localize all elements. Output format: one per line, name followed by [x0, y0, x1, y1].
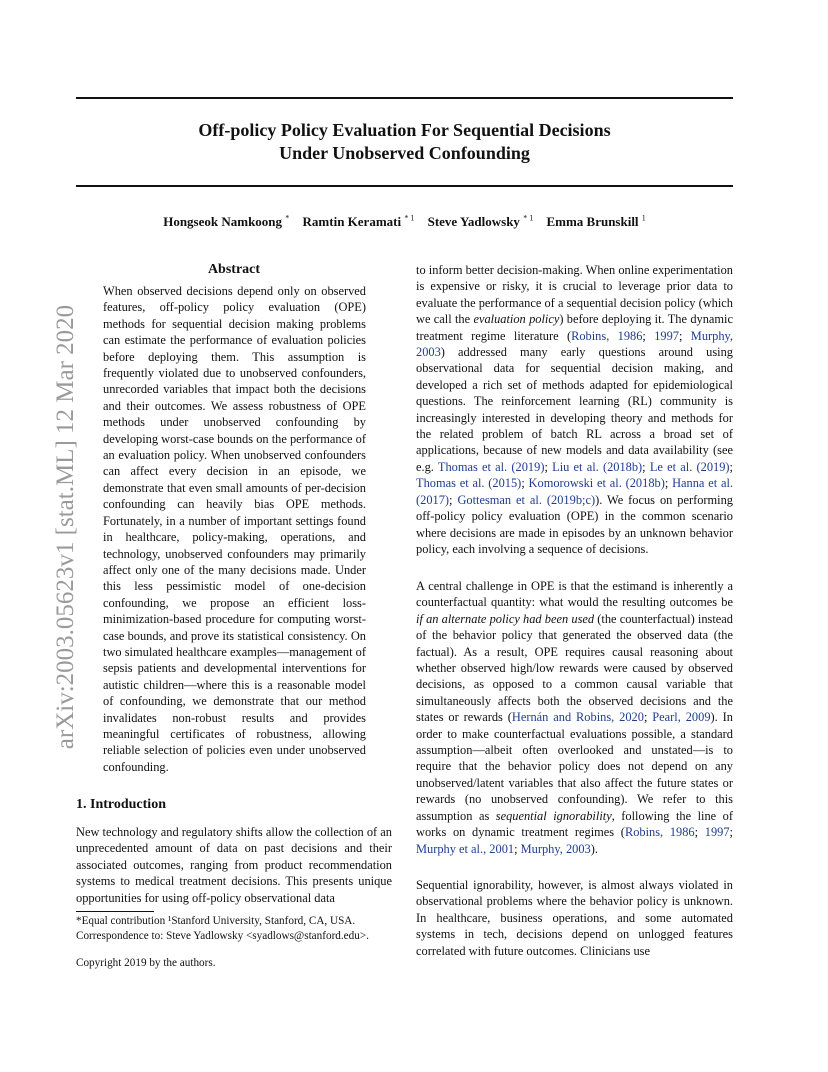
right-column-paragraph-1: to inform better decision-making. When online experimentation is expensive or risky, it is crucial to leverage prior data to evaluate the performance of a sequential decision policy (which we call the evaluation policy) before deploying it. The dynamic treatment regime literature (Robins, 1986; 1997; Murphy, 2003) addressed many early questions around using observational data for sequential decision making, and developed a rich set of methods adapted for epidemiological questions. The reinforcement learning (RL) community is increasingly interested in developing theory and methods for the related problem of batch RL across a broad set of applications, because of new models and data availability (see e.g. Thomas et al. (2019); Liu et al. (2018b); Le et al. (2019); Thomas et al. (2015); Komorowski et al. (2018b); Hanna et al. (2017); Gottesman et al. (2019b;c)). We focus on performing off-policy policy evaluation (OPE) in the common scenario where decisions are made in episodes by an unknown behavior policy, each involving a sequence of decisions. [416, 263, 734, 556]
author-4 [546, 214, 645, 229]
paper-title [76, 119, 733, 165]
emphasis: evaluation policy [473, 312, 560, 327]
citation-link[interactable]: Le et al. (2019) [649, 459, 730, 474]
author-name: Hongseok Namkoong [163, 214, 283, 230]
arxiv-stamp [22, 282, 79, 772]
citation-link[interactable]: Hernán and Robins, 2020 [511, 710, 644, 725]
citation-link[interactable]: 1997 [654, 328, 679, 343]
citation-link[interactable]: Robins, 1986 [624, 825, 695, 840]
author-2 [303, 214, 415, 229]
author-list [76, 214, 733, 230]
citation-link[interactable]: 1997 [704, 825, 730, 840]
abstract-body: When observed decisions depend only on observed features, off-policy policy evaluation (OPE) methods for sequential decision making problems can estimate the performance of evaluation policies before deploying them. This assumption is frequently violated due to unobserved confounders, unrecorded variables that impact both the decisions and their outcomes. We assess robustness of OPE methods under unobserved confounding by developing worst-case bounds on the performance of an evaluation policy. When unobserved confounders can affect every decision in an episode, we demonstrate that even small amounts of per-decision confounding can heavily bias OPE methods. Fortunately, in a number of important settings found in healthcare, policy-making, operations, and technology, unobserved confounders may primarily affect only one of the many decisions made. Under this less pessimistic model of one-decision confounding, we propose an efficient loss-minimization-based procedure for computing worst-case bounds, and prove its statistical consistency. On two simulated healthcare examples—management of sepsis patients and developmental interventions for autistic children—where this is a reasonable model of confounding, we demonstrate that our method invalidates non-robust results and provides meaningful certificates of robustness, allowing reliable selection of policies even under unobserved confounding. [103, 284, 366, 774]
author-3 [428, 214, 534, 229]
text-span: ) before deploying it. The dynamic treatment regime literature ( [416, 312, 733, 343]
footnote-correspondence: Correspondence to: Steve Yadlowsky <syadlows@stanford.edu>. [76, 930, 369, 942]
abstract-heading: Abstract [207, 262, 261, 277]
citation-link[interactable]: Murphy et al., 2001 [416, 841, 515, 856]
text-span: , following the line of works on dynamic treatment regimes ( [416, 808, 733, 840]
introduction-heading: 1. Introduction [76, 797, 166, 812]
citation-link[interactable]: Thomas et al. (2019) [437, 459, 545, 474]
citation-link[interactable]: Murphy, 2003 [520, 841, 591, 856]
text-span: to inform better decision-making. When online experimentation is expensive or risky, it is crucial to leverage prior data to evaluate the performance of a sequential decision policy (which we call the [416, 263, 733, 327]
title-line-1: Off-policy Policy Evaluation For Sequential Decisions [198, 120, 611, 140]
right-column-paragraph-3: Sequential ignorability, however, is almost always violated in observational problems where the behavior policy is unknown. In healthcare, business operations, and some automated systems in tech, decisions depend on unlogged features correlated with future outcomes. Clinicians use [416, 878, 733, 958]
citation-link[interactable]: Hanna et al. (2017) [416, 476, 733, 507]
citation-link[interactable]: Murphy, 2003 [416, 328, 734, 360]
emphasis: if an alternate policy had been used [416, 611, 595, 626]
text-span: ) addressed many early questions around using observational data for sequential decision making, and developed a rich set of methods adapted for epidemiological questions. The reinforcement learning (RL) community is increasingly interested in developing theory and methods for the related problem of batch RL across a broad set of applications, because of new models and data availability (see e.g. [416, 345, 733, 474]
text-span: A central challenge in OPE is that the estimand is inherently a counterfactual quantity: what would the resulting outcomes be [416, 579, 733, 610]
author-name: Emma Brunskill [546, 214, 639, 230]
author-mark: * 1 [523, 214, 534, 223]
citation-link[interactable]: Gottesman et al. (2019b;c) [457, 492, 596, 507]
footnote-rule [76, 911, 154, 912]
citation-link[interactable]: Liu et al. (2018b) [552, 459, 643, 474]
arxiv-id: arXiv:2003.05623v1 [stat.ML] 12 Mar 2020 [52, 304, 79, 750]
footnote-affiliation: *Equal contribution ¹Stanford University, Stanford, CA, USA. [76, 915, 356, 927]
right-column-paragraph-2: A central challenge in OPE is that the estimand is inherently a counterfactual quantity: what would the resulting outcomes be if an alternate policy had been used (the counterfactual) instead of the behavior policy that generated the observed data (the factual). As a result, OPE requires causal reasoning about whether observed high/low rewards were caused by observed decisions, as opposed to a common causal variable that simultaneously affects both the observed decisions and the states or rewards (Hernán and Robins, 2020; Pearl, 2009). In order to make counterfactual evaluations possible, a standard assumption—albeit often overlooked and unstated—is to require that the behavior policy does not depend on any unobserved/latent variables that also affect the future states or rewards (no unobserved confounding). We refer to this assumption as sequential ignorability, following the line of works on dynamic treatment regimes (Robins, 1986; 1997; Murphy et al., 2001; Murphy, 2003). [416, 579, 733, 856]
author-name: Steve Yadlowsky [427, 214, 520, 230]
introduction-body: New technology and regulatory shifts allow the collection of an unprecedented amount of data on past decisions and their associated outcomes, ranging from product recommendation systems to medical treatment decisions. This presents unique opportunities for using off-policy observational data [76, 825, 392, 905]
copyright-notice: Copyright 2019 by the authors. [76, 957, 216, 969]
text-span: (the counterfactual) instead of the behavior policy that generated the observed data (the factual). As a result, OPE requires causal reasoning about whether observed high/low rewards were caused by observed decisions, as opposed to a common causal variable that simultaneously affects both the observed decisions and the states or rewards ( [416, 611, 733, 725]
text-span: ). We focus on performing off-policy policy evaluation (OPE) in the common scenario where decisions are made in episodes by an unknown behavior policy, each involving a sequence of decisions. [416, 492, 734, 556]
citation-link[interactable]: Komorowski et al. (2018b) [528, 476, 665, 491]
title-bottom-rule [76, 185, 733, 187]
author-mark: * 1 [404, 214, 415, 223]
emphasis: sequential ignorability [495, 808, 612, 823]
footnote [76, 914, 396, 944]
citation-link[interactable]: Robins, 1986 [571, 328, 643, 343]
citation-link[interactable]: Pearl, 2009 [652, 710, 711, 725]
author-mark: 1 [641, 214, 646, 223]
author-1 [163, 214, 289, 229]
author-name: Ramtin Keramati [302, 214, 402, 230]
text-span: ). In order to make counterfactual evaluations possible, a standard assumption—albeit often overlooked and unstated—is to require that the behavior policy does not depend on any unobserved/latent variables that also affect the future states or rewards (no unobserved confounding). We refer to this assumption as [416, 710, 733, 823]
citation-link[interactable]: Thomas et al. (2015) [416, 476, 522, 491]
author-mark: * [285, 214, 290, 223]
title-line-2: Under Unobserved Confounding [279, 143, 530, 163]
text-span: ). [590, 841, 598, 856]
top-rule [76, 97, 733, 99]
